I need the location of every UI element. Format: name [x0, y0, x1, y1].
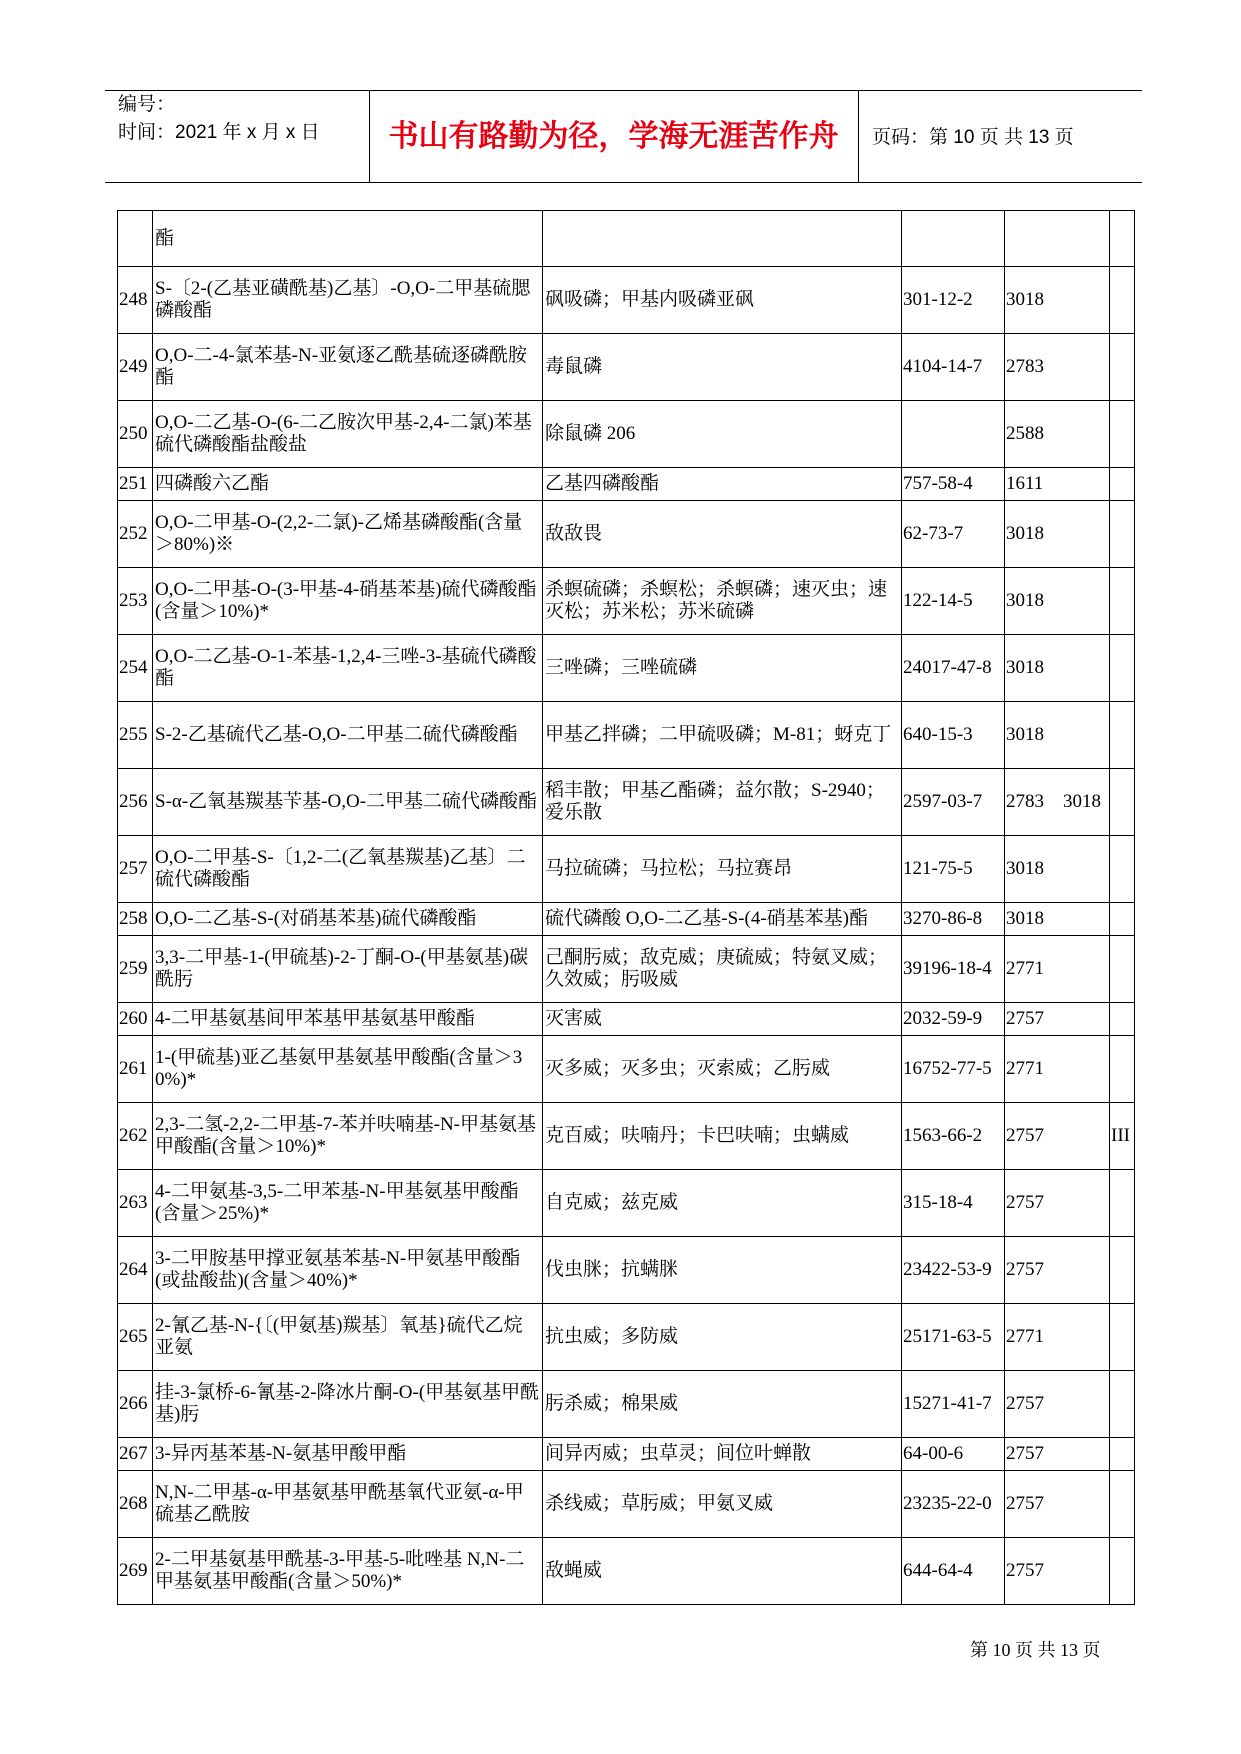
cell-un: 2783 3018	[1005, 769, 1110, 836]
cell-cas: 3270-86-8	[902, 903, 1005, 936]
cell-no: 264	[118, 1237, 153, 1304]
cell-no: 249	[118, 334, 153, 401]
cell-cls	[1110, 1003, 1135, 1036]
cell-cls	[1110, 1237, 1135, 1304]
cell-un: 2771	[1005, 936, 1110, 1003]
header-bottom-rule	[105, 182, 1142, 183]
cell-cls	[1110, 267, 1135, 334]
cell-no: 257	[118, 836, 153, 903]
cell-cls	[1110, 468, 1135, 501]
cell-name: O,O-二-4-氯苯基-N-亚氨逐乙酰基硫逐磷酰胺酯	[153, 334, 543, 401]
cell-name: S-2-乙基硫代乙基-O,O-二甲基二硫代磷酸酯	[153, 702, 543, 769]
cell-cls	[1110, 1036, 1135, 1103]
page-footer: 第 10 页 共 13 页	[970, 1640, 1101, 1660]
cell-alias: 间异丙威；虫草灵；间位叶蝉散	[543, 1438, 902, 1471]
cell-no: 250	[118, 401, 153, 468]
cell-name: 4-二甲氨基-3,5-二甲苯基-N-甲基氨基甲酸酯(含量＞25%)*	[153, 1170, 543, 1237]
cell-name: N,N-二甲基-α-甲基氨基甲酰基氧代亚氨-α-甲硫基乙酰胺	[153, 1471, 543, 1538]
table-row	[118, 702, 1135, 769]
cell-no: 256	[118, 769, 153, 836]
cell-alias: 肟杀威；棉果威	[543, 1371, 902, 1438]
cell-cls	[1110, 702, 1135, 769]
cell-un: 3018	[1005, 267, 1110, 334]
cell-name: 2-氰乙基-N-{〔(甲氨基)羰基〕氧基}硫代乙烷亚氨	[153, 1304, 543, 1371]
table-row	[118, 334, 1135, 401]
cell-name: 酯	[153, 211, 543, 267]
cell-un: 1611	[1005, 468, 1110, 501]
cell-un: 2757	[1005, 1438, 1110, 1471]
table-row	[118, 211, 1135, 267]
table-row	[118, 1438, 1135, 1471]
header-divider-right	[858, 90, 859, 182]
cell-cas: 23235-22-0	[902, 1471, 1005, 1538]
cell-cas: 1563-66-2	[902, 1103, 1005, 1170]
cell-cas: 16752-77-5	[902, 1036, 1005, 1103]
cell-un: 3018	[1005, 702, 1110, 769]
cell-no: 261	[118, 1036, 153, 1103]
cell-name: 2,3-二氢-2,2-二甲基-7-苯并呋喃基-N-甲基氨基甲酸酯(含量＞10%)*	[153, 1103, 543, 1170]
cell-alias: 灭多威；灭多虫；灭索威；乙肟威	[543, 1036, 902, 1103]
cell-un: 2757	[1005, 1003, 1110, 1036]
cell-alias: 杀线威；草肟威；甲氨叉威	[543, 1471, 902, 1538]
cell-alias: 三唑磷；三唑硫磷	[543, 635, 902, 702]
table-row	[118, 836, 1135, 903]
cell-no	[118, 211, 153, 267]
cell-un: 2771	[1005, 1036, 1110, 1103]
cell-no: 259	[118, 936, 153, 1003]
cell-no: 255	[118, 702, 153, 769]
table-row	[118, 1538, 1135, 1605]
cell-name: 四磷酸六乙酯	[153, 468, 543, 501]
table-row	[118, 1371, 1135, 1438]
cell-cas: 121-75-5	[902, 836, 1005, 903]
table-row	[118, 936, 1135, 1003]
cell-cas: 644-64-4	[902, 1538, 1005, 1605]
cell-name: 2-二甲基氨基甲酰基-3-甲基-5-吡唑基 N,N-二甲基氨基甲酸酯(含量＞50%)*	[153, 1538, 543, 1605]
cell-un: 2588	[1005, 401, 1110, 468]
cell-no: 266	[118, 1371, 153, 1438]
cell-alias: 稻丰散；甲基乙酯磷；益尔散；S-2940；爱乐散	[543, 769, 902, 836]
cell-cas: 4104-14-7	[902, 334, 1005, 401]
cell-cls	[1110, 334, 1135, 401]
table-row	[118, 1103, 1135, 1170]
cell-cls	[1110, 1304, 1135, 1371]
cell-no: 248	[118, 267, 153, 334]
cell-name: O,O-二甲基-S-〔1,2-二(乙氧基羰基)乙基〕二硫代磷酸酯	[153, 836, 543, 903]
cell-name: O,O-二乙基-O-1-苯基-1,2,4-三唑-3-基硫代磷酸酯	[153, 635, 543, 702]
cell-alias: 甲基乙拌磷；二甲硫吸磷；M-81；蚜克丁	[543, 702, 902, 769]
cell-un: 3018	[1005, 836, 1110, 903]
cell-no: 263	[118, 1170, 153, 1237]
cell-cas	[902, 401, 1005, 468]
cell-cas: 25171-63-5	[902, 1304, 1005, 1371]
cell-cas: 23422-53-9	[902, 1237, 1005, 1304]
cell-alias: 毒鼠磷	[543, 334, 902, 401]
cell-no: 262	[118, 1103, 153, 1170]
cell-un: 3018	[1005, 635, 1110, 702]
cell-no: 253	[118, 568, 153, 635]
cell-name: O,O-二乙基-O-(6-二乙胺次甲基-2,4-二氯)苯基硫代磷酸酯盐酸盐	[153, 401, 543, 468]
cell-cas: 15271-41-7	[902, 1371, 1005, 1438]
table-row	[118, 267, 1135, 334]
cell-cls	[1110, 501, 1135, 568]
cell-name: O,O-二甲基-O-(2,2-二氯)-乙烯基磷酸酯(含量＞80%)※	[153, 501, 543, 568]
document-number-label: 编号：	[118, 94, 176, 115]
cell-alias: 敌敌畏	[543, 501, 902, 568]
table-row	[118, 1237, 1135, 1304]
cell-un: 3018	[1005, 501, 1110, 568]
cell-cas: 640-15-3	[902, 702, 1005, 769]
cell-cls	[1110, 1170, 1135, 1237]
cell-un	[1005, 211, 1110, 267]
header-motto: 书山有路勤为径，学海无涯苦作舟	[388, 119, 839, 154]
table-row	[118, 1170, 1135, 1237]
cell-alias: 敌蝇威	[543, 1538, 902, 1605]
cell-name: 3-二甲胺基甲撑亚氨基苯基-N-甲氨基甲酸酯(或盐酸盐)(含量＞40%)*	[153, 1237, 543, 1304]
cell-cas: 39196-18-4	[902, 936, 1005, 1003]
cell-name: 4-二甲基氨基间甲苯基甲基氨基甲酸酯	[153, 1003, 543, 1036]
cell-alias: 抗虫威；多防威	[543, 1304, 902, 1371]
table-row	[118, 1471, 1135, 1538]
cell-cls	[1110, 936, 1135, 1003]
cell-cls	[1110, 903, 1135, 936]
cell-name: O,O-二乙基-S-(对硝基苯基)硫代磷酸酯	[153, 903, 543, 936]
table-row	[118, 501, 1135, 568]
cell-no: 252	[118, 501, 153, 568]
cell-name: S-α-乙氧基羰基苄基-O,O-二甲基二硫代磷酸酯	[153, 769, 543, 836]
cell-un: 2757	[1005, 1371, 1110, 1438]
chemical-table	[117, 210, 1135, 1605]
cell-cas: 64-00-6	[902, 1438, 1005, 1471]
cell-un: 2757	[1005, 1538, 1110, 1605]
cell-cls	[1110, 401, 1135, 468]
cell-cas: 2032-59-9	[902, 1003, 1005, 1036]
cell-un: 2783	[1005, 334, 1110, 401]
cell-alias: 硫代磷酸 O,O-二乙基-S-(4-硝基苯基)酯	[543, 903, 902, 936]
cell-cls: III	[1110, 1103, 1135, 1170]
table-row	[118, 903, 1135, 936]
cell-cls	[1110, 211, 1135, 267]
cell-name: S-〔2-(乙基亚磺酰基)乙基〕-O,O-二甲基硫腮磷酸酯	[153, 267, 543, 334]
cell-cas: 757-58-4	[902, 468, 1005, 501]
cell-cas: 122-14-5	[902, 568, 1005, 635]
cell-alias: 伐虫脒；抗螨脒	[543, 1237, 902, 1304]
cell-un: 2757	[1005, 1237, 1110, 1304]
cell-cas: 315-18-4	[902, 1170, 1005, 1237]
cell-cas	[902, 211, 1005, 267]
cell-name: 1-(甲硫基)亚乙基氨甲基氨基甲酸酯(含量＞30%)*	[153, 1036, 543, 1103]
cell-alias: 杀螟硫磷；杀螟松；杀螟磷；速灭虫；速灭松；苏米松；苏米硫磷	[543, 568, 902, 635]
cell-cls	[1110, 769, 1135, 836]
cell-cls	[1110, 568, 1135, 635]
table-row	[118, 1036, 1135, 1103]
cell-no: 258	[118, 903, 153, 936]
cell-alias: 马拉硫磷；马拉松；马拉赛昂	[543, 836, 902, 903]
cell-cls	[1110, 1371, 1135, 1438]
cell-alias: 乙基四磷酸酯	[543, 468, 902, 501]
header-page-label: 页码：第 10 页 共 13 页	[872, 127, 1074, 148]
cell-alias: 灭害威	[543, 1003, 902, 1036]
cell-cls	[1110, 1438, 1135, 1471]
table-row	[118, 468, 1135, 501]
cell-no: 254	[118, 635, 153, 702]
table-row	[118, 769, 1135, 836]
cell-alias: 己酮肟威；敌克威；庚硫威；特氨叉威；久效威；肟吸威	[543, 936, 902, 1003]
cell-un: 2757	[1005, 1471, 1110, 1538]
cell-cls	[1110, 1538, 1135, 1605]
cell-alias	[543, 211, 902, 267]
document-time-label: 时间：2021 年 x 月 x 日	[118, 122, 320, 143]
table-row	[118, 568, 1135, 635]
cell-name: O,O-二甲基-O-(3-甲基-4-硝基苯基)硫代磷酸酯(含量＞10%)*	[153, 568, 543, 635]
cell-cas: 301-12-2	[902, 267, 1005, 334]
cell-no: 268	[118, 1471, 153, 1538]
cell-no: 269	[118, 1538, 153, 1605]
cell-un: 3018	[1005, 568, 1110, 635]
cell-no: 265	[118, 1304, 153, 1371]
cell-un: 2771	[1005, 1304, 1110, 1371]
cell-name: 3,3-二甲基-1-(甲硫基)-2-丁酮-O-(甲基氨基)碳酰肟	[153, 936, 543, 1003]
table-row	[118, 1003, 1135, 1036]
cell-cas: 62-73-7	[902, 501, 1005, 568]
cell-un: 2757	[1005, 1170, 1110, 1237]
cell-alias: 克百威；呋喃丹；卡巴呋喃；虫螨威	[543, 1103, 902, 1170]
cell-name: 挂-3-氯桥-6-氰基-2-降冰片酮-O-(甲基氨基甲酰基)肟	[153, 1371, 543, 1438]
cell-cls	[1110, 1471, 1135, 1538]
cell-no: 267	[118, 1438, 153, 1471]
table-row	[118, 1304, 1135, 1371]
cell-cas: 2597-03-7	[902, 769, 1005, 836]
table-row	[118, 635, 1135, 702]
header-top-rule	[105, 90, 1142, 91]
cell-cls	[1110, 836, 1135, 903]
table-row	[118, 401, 1135, 468]
cell-un: 2757	[1005, 1103, 1110, 1170]
cell-name: 3-异丙基苯基-N-氨基甲酸甲酯	[153, 1438, 543, 1471]
cell-alias: 砜吸磷；甲基内吸磷亚砜	[543, 267, 902, 334]
cell-un: 3018	[1005, 903, 1110, 936]
cell-no: 251	[118, 468, 153, 501]
cell-cas: 24017-47-8	[902, 635, 1005, 702]
cell-cls	[1110, 635, 1135, 702]
table-body	[118, 211, 1135, 1605]
cell-alias: 自克威；兹克威	[543, 1170, 902, 1237]
cell-no: 260	[118, 1003, 153, 1036]
cell-alias: 除鼠磷 206	[543, 401, 902, 468]
